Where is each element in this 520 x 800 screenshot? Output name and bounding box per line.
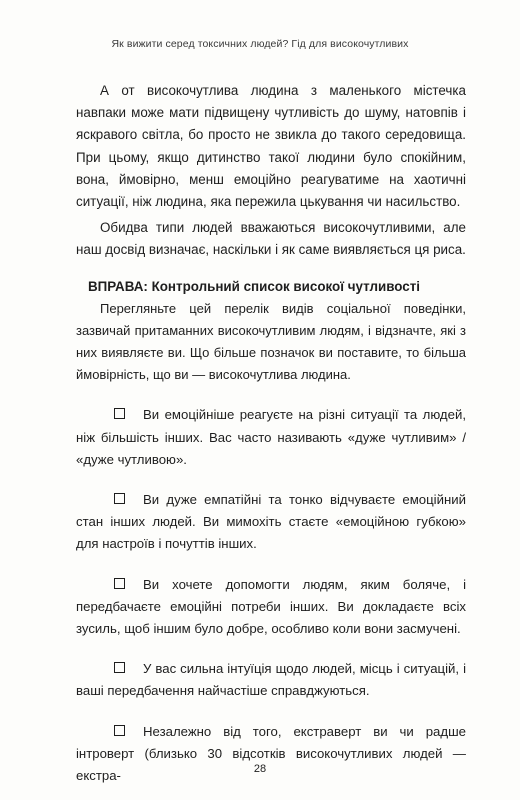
checklist-item[interactable] <box>76 574 466 641</box>
checkbox-icon[interactable] <box>114 725 125 736</box>
checkbox-icon[interactable] <box>114 662 125 673</box>
checklist-item-text: Ви хочете допомогти людям, яким боляче, і передбачаєте емоційні потреби інших. Ви докладаєте всіх зусиль, щоб іншим було добре, особливо коли вони засмучені. <box>76 576 466 637</box>
checklist-item-text: Ви дуже емпатійні та тонко відчуваєте емоційний стан інших людей. Ви мимохіть стаєте «емоційною губкою» для настроїв і почуттів інших. <box>76 492 466 552</box>
checklist-item[interactable] <box>76 721 466 788</box>
paragraph: Обидва типи людей вважаються високочутливими, але наш досвід визначає, наскільки і як саме виявляється ця риса. <box>76 220 466 258</box>
exercise-intro: Перегляньте цей перелік видів соціальної поведінки, зазвичай притаманних високочутливим людям, і відзначте, які з них виявляєте ви. Що більше позначок ви поставите, то більша ймовірність, що ви — високочутлива людина. <box>76 300 466 383</box>
checklist-item[interactable] <box>76 658 466 702</box>
checklist-item-text: У вас сильна інтуїція щодо людей, місць і ситуацій, і ваші передбачення найчастіше справджуються. <box>76 661 466 699</box>
checklist-item[interactable] <box>76 489 466 556</box>
checklist-item-text: Ви емоційніше реагуєте на різні ситуації та людей, ніж більшість інших. Вас часто називають «дуже чутливим» / «дуже чутливою». <box>76 407 466 467</box>
checkbox-icon[interactable] <box>114 578 125 589</box>
exercise-title: ВПРАВА: Контрольний список високої чутливості <box>88 278 420 294</box>
checkbox-icon[interactable] <box>114 493 125 504</box>
running-head: Як вижити серед токсичних людей? Гід для високочутливих <box>111 38 409 50</box>
paragraph: А от високочутлива людина з маленького містечка навпаки може мати підвищену чутливість до шуму, натовпів і яскравого світла, бо просто не звикла до такого середовища. При цьому, якщо дитинство такої людини було спокійним, вона, ймовірно, менш емоційно реагуватиме на хаотичні ситуації, ніж людина, яка пережила цькування чи насильство. <box>76 83 466 210</box>
page-body <box>76 80 466 787</box>
page-number: 28 <box>253 763 267 775</box>
checklist-item-text: Незалежно від того, екстраверт ви чи радше інтроверт (близько 30 відсотків високочутливих людей — екстра- <box>76 723 466 784</box>
checklist-item[interactable] <box>76 404 466 471</box>
checkbox-icon[interactable] <box>114 408 125 419</box>
